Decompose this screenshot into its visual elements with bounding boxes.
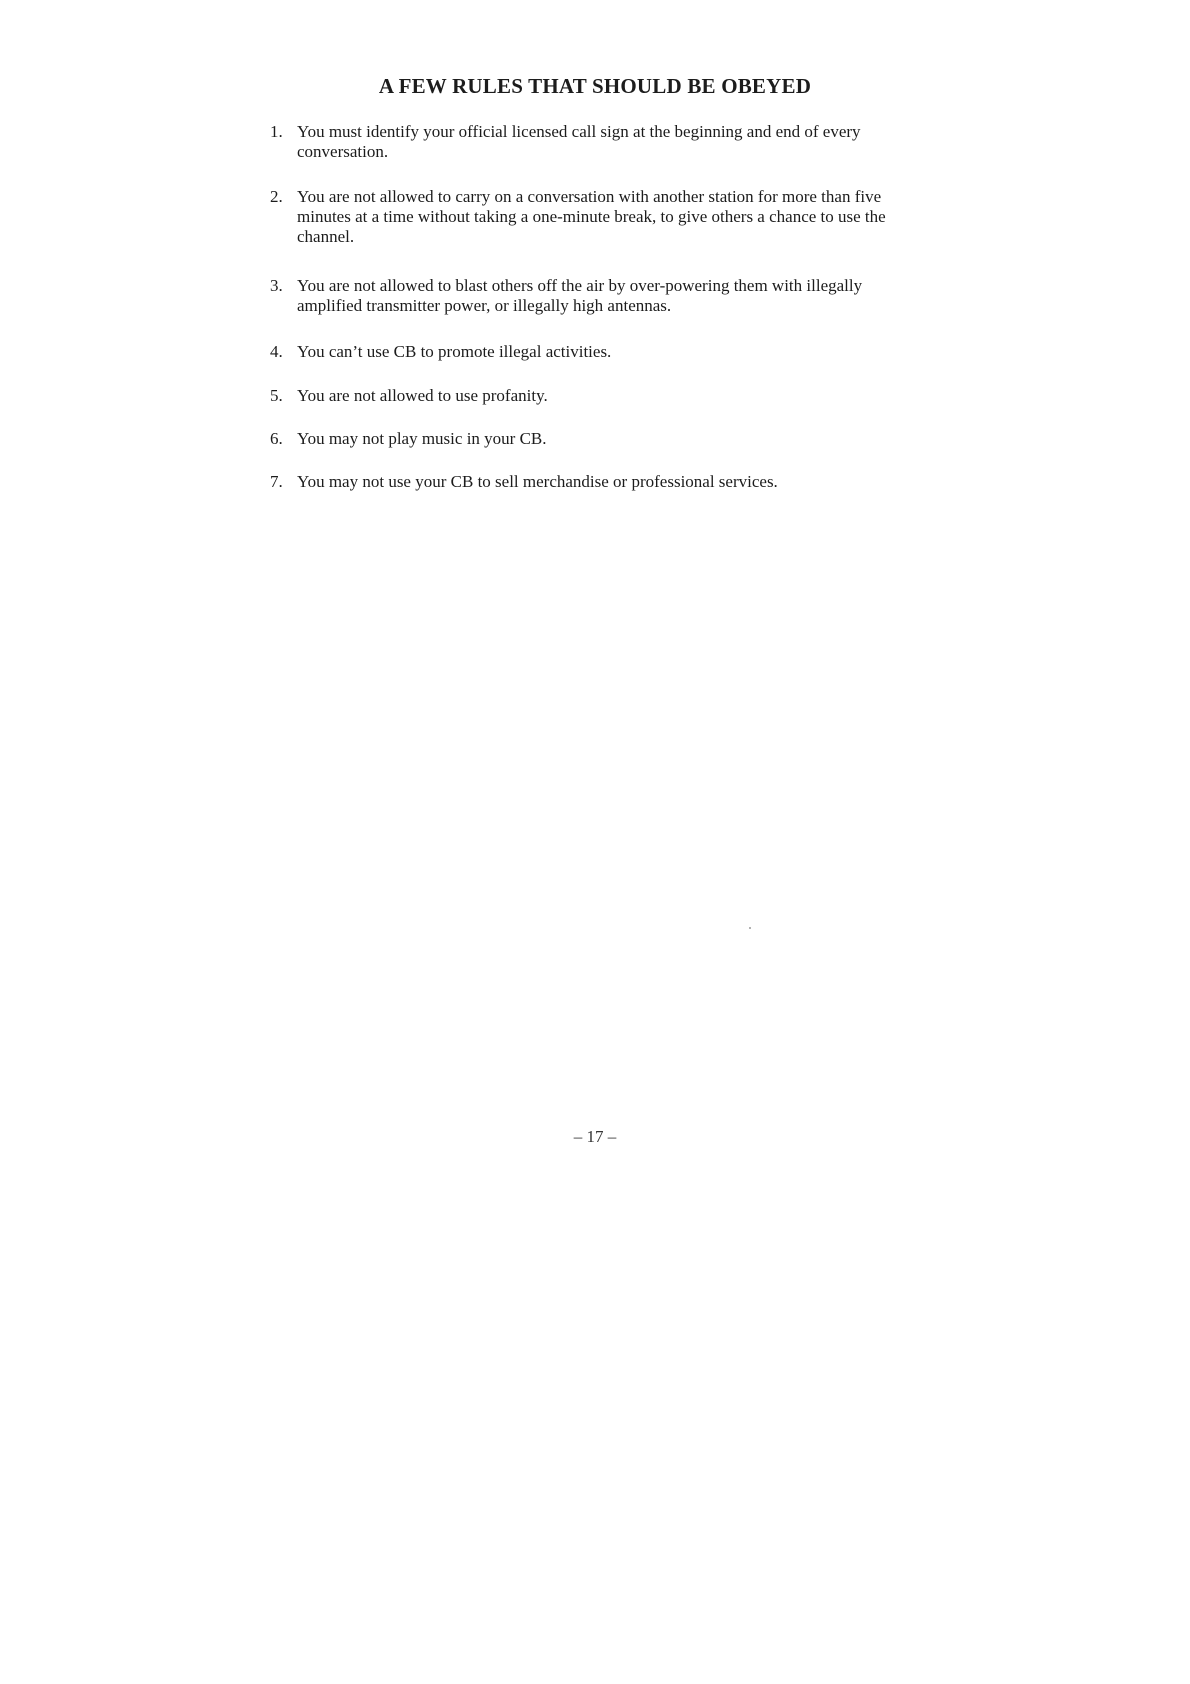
rule-text: You may not use your CB to sell merchandise or professional services. [297, 472, 778, 491]
scan-speck [749, 927, 751, 929]
list-item [270, 472, 930, 492]
list-item [270, 276, 930, 316]
list-item [270, 342, 930, 362]
list-item [270, 187, 930, 247]
rule-text: You must identify your official licensed call sign at the beginning and end of every conversation. [297, 122, 861, 161]
rule-number: 4. [270, 342, 283, 361]
list-item [270, 386, 930, 406]
rule-number: 3. [270, 276, 283, 295]
list-item [270, 429, 930, 449]
rule-text: You can’t use CB to promote illegal activities. [297, 342, 612, 361]
rule-text: You are not allowed to blast others off the air by over-powering them with illegally amplified transmitter power, or illegally high antennas. [297, 276, 863, 315]
list-item [270, 122, 930, 162]
rule-text: You are not allowed to use profanity. [297, 386, 548, 405]
rule-text: You are not allowed to carry on a conversation with another station for more than five minutes at a time without taking a one-minute break, to give others a chance to use the channel. [297, 187, 886, 246]
rule-number: 6. [270, 429, 283, 448]
rule-number: 5. [270, 386, 283, 405]
rule-number: 7. [270, 472, 283, 491]
rule-text: You may not play music in your CB. [297, 429, 547, 448]
page-title: A FEW RULES THAT SHOULD BE OBEYED [378, 74, 812, 98]
rule-number: 2. [270, 187, 283, 206]
page-number: – 17 – [573, 1127, 617, 1146]
rule-number: 1. [270, 122, 283, 141]
